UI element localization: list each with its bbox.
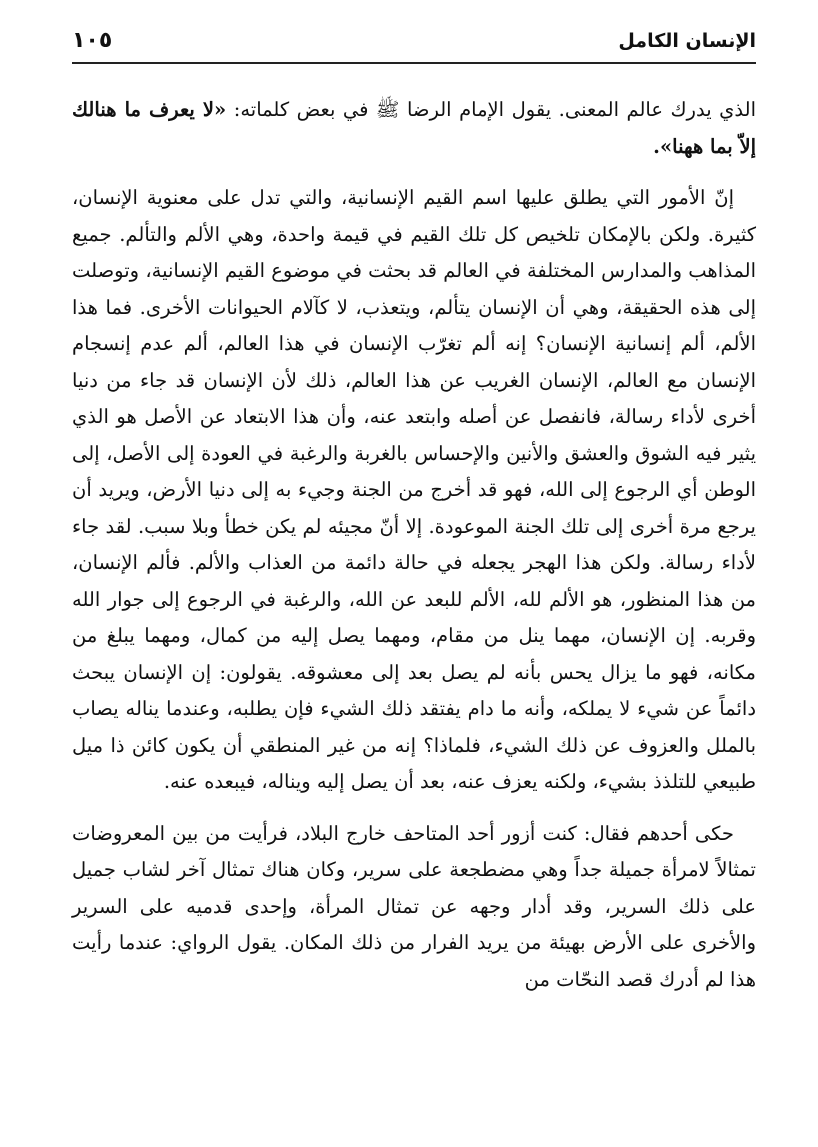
imam-quote: «لا يعرف ما هنالك إلاّ بما ههنا». (72, 98, 756, 158)
page-body (72, 92, 756, 998)
book-title: الإنسان الكامل (618, 30, 756, 52)
page-number: ١٠٥ (72, 28, 113, 53)
paragraph-1-text: الذي يدرك عالم المعنى. يقول الإمام الرضا ﷺ في بعض كلماته: (226, 98, 756, 121)
paragraph-1 (72, 92, 756, 165)
paragraph-2: إنّ الأمور التي يطلق عليها اسم القيم الإنسانية، والتي تدل على معنوية الإنسان، كثيرة. ولكن بالإمكان تلخيص كل تلك القيم في قيمة واحدة، وهي الألم والتألم. جميع المذاهب والمدارس المختلفة في العالم قد بحثت في موضوع القيم الإنسانية، وتوصلت إلى هذه الحقيقة، وهي أن الإنسان يتألم، ويتعذب، لا كآلام الحيوانات الأخرى. فما هذا الألم، ألم إنسانية الإنسان؟ إنه ألم تغرّب الإنسان في هذا العالم، ألم عدم إنسجام الإنسان مع العالم، الإنسان الغريب عن هذا العالم، ذلك لأن الإنسان قد جاء من دنيا أخرى لأداء رسالة، فانفصل عن أصله وابتعد عنه، وأن هذا الابتعاد عن الأصل هو الذي يثير فيه الشوق والعشق والأنين والإحساس بالغربة والرغبة في العودة إلى الأصل، إلى الوطن أي الرجوع إلى الله، فهو قد أخرج من الجنة وجيء به إلى دنيا الأرض، ويريد أن يرجع مرة أخرى إلى تلك الجنة الموعودة. إلا أنّ مجيئه لم يكن خطأ وبلا سبب. لقد جاء لأداء رسالة. ولكن هذا الهجر يجعله في حالة دائمة من العذاب والألم. فألم الإنسان، من هذا المنظور، هو الألم لله، الألم للبعد عن الله، والرغبة في الرجوع إلى جوار الله وقربه. إن الإنسان، مهما ينل من مقام، ومهما يصل إليه من كمال، ومهما يبلغ من مكانه، فهو ما يزال يحس بأنه لم يصل بعد إلى معشوقه. يقولون: إن الإنسان يبحث دائماً عن شيء لا يملكه، وأنه ما دام يفتقد ذلك الشيء فإن يطلبه، وعندما يناله يصاب بالملل والعزوف عن ذلك الشيء، فلماذا؟ إنه من غير المنطقي أن يكون كائن ذا ميل طبيعي للتلذذ بشيء، ولكنه يعزف عنه، بعد أن يصل إليه ويناله، فيبعده عنه. (72, 186, 756, 793)
paragraph-3: حكى أحدهم فقال: كنت أزور أحد المتاحف خارج البلاد، فرأيت من بين المعروضات تمثالاً لامرأة جميلة جداً وهي مضطجعة على سرير، وكان هناك تمثال آخر لشاب جميل على ذلك السرير، وقد أدار وجهه عن تمثال المرأة، وإحدى قدميه على السرير والأخرى على الأرض بهيئة من يريد الفرار من ذلك المكان. يقول الرواي: عندما رأيت هذا لم أدرك قصد النحّات من (72, 821, 756, 991)
running-header (72, 28, 756, 64)
